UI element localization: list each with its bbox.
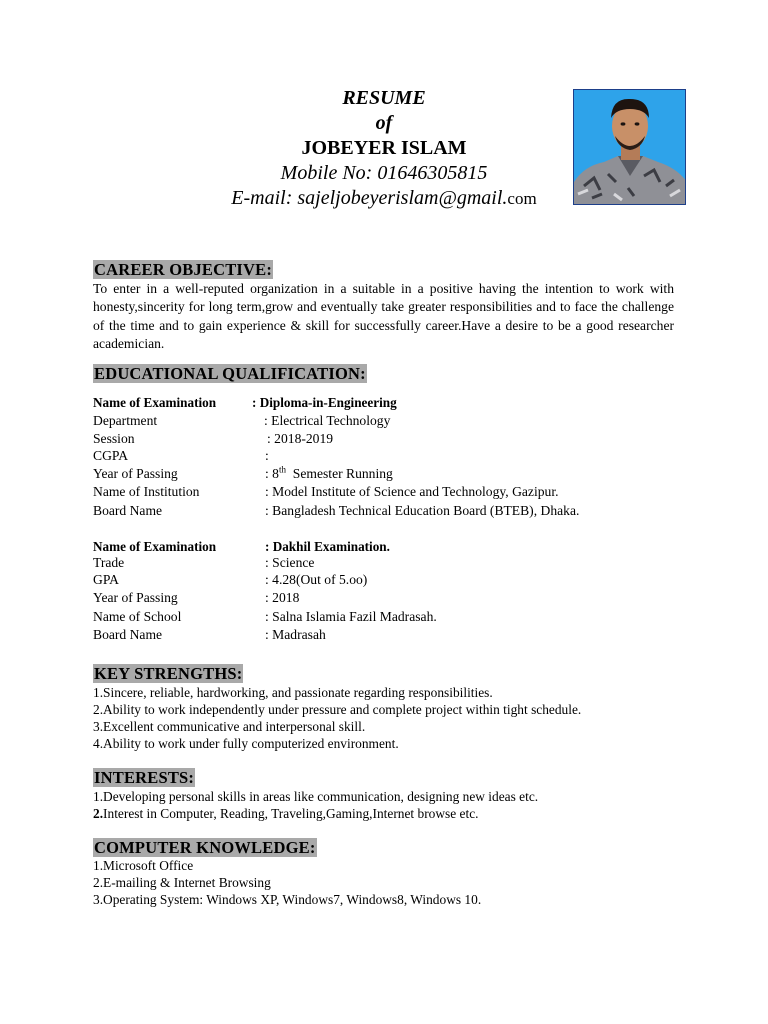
key-strengths-list (93, 684, 683, 752)
dakhil-exam-value: : Dakhil Examination. (265, 539, 390, 554)
computer-knowledge-list (93, 857, 683, 908)
career-objective-title: CAREER OBJECTIVE: (94, 260, 273, 279)
list-item: 1.Developing personal skills in areas like communication, designing new ideas etc. (93, 789, 539, 804)
list-item: 1.Microsoft Office (93, 858, 194, 873)
key-strengths-title: KEY STRENGTHS: (94, 664, 243, 683)
candidate-name: JOBEYER ISLAM (301, 137, 467, 159)
diploma-exam-label: Name of Examination (93, 395, 217, 410)
email-address: E-mail: sajeljobeyerislam@gmail.com (231, 187, 537, 209)
mobile-number: Mobile No: 01646305815 (280, 162, 488, 184)
list-item: 3.Operating System: Windows XP, Windows7, Windows8, Windows 10. (93, 892, 482, 907)
interests-title: INTERESTS: (94, 768, 195, 787)
list-item: 2.E-mailing & Internet Browsing (93, 875, 271, 890)
list-item: 2.Interest in Computer, Reading, Traveling,Gaming,Internet browse etc. (93, 806, 479, 821)
list-item: 4.Ability to work under fully computerized environment. (93, 736, 399, 751)
resume-title: RESUME (342, 87, 426, 109)
education-title: EDUCATIONAL QUALIFICATION: (94, 364, 366, 383)
profile-photo (573, 89, 686, 205)
resume-header (150, 86, 618, 211)
resume-of: of (375, 112, 393, 134)
interests-list (93, 788, 683, 822)
dakhil-exam-label: Name of Examination (93, 539, 217, 554)
career-objective-text: To enter in a well-reputed organization in a suitable in a positive having the intention to work with honesty,sincerity for long term,grow and eventually take greater responsibilities and to face the challenge of the time and to gain experience & skill for successfully career.Have a desire to be a good researcher academician. (93, 281, 674, 351)
list-item: 3.Excellent communicative and interpersonal skill. (93, 719, 366, 734)
list-item: 2.Ability to work independently under pressure and complete project within tight schedule. (93, 702, 582, 717)
list-item: 1.Sincere, reliable, hardworking, and passionate regarding responsibilities. (93, 685, 493, 700)
diploma-exam-value: : Diploma-in-Engineering (252, 395, 397, 410)
computer-knowledge-title: COMPUTER KNOWLEDGE: (94, 838, 316, 857)
profile-photo-illustration (574, 90, 686, 205)
